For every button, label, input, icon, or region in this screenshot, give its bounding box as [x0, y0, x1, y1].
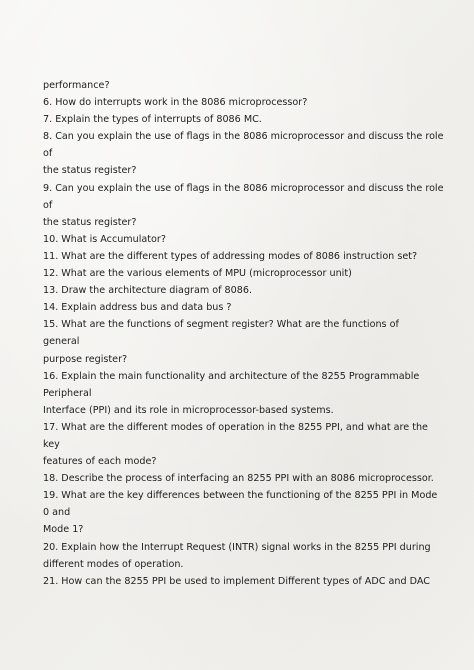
question-9: 9. Can you explain the use of flags in the 8086 microprocessor and discuss the role	[43, 182, 444, 194]
text-line: general	[43, 336, 80, 348]
text-line: purpose register?	[43, 353, 128, 365]
question-12: 12. What are the various elements of MPU (microprocessor unit)	[43, 268, 352, 280]
question-7: 7. Explain the types of interrupts of 8086 MC.	[43, 114, 262, 126]
text-line: the status register?	[43, 216, 137, 228]
question-21: 21. How can the 8255 PPI be used to implement Different types of ADC and DAC	[43, 575, 430, 587]
text-line: features of each mode?	[43, 456, 157, 468]
question-19: 19. What are the key differences between the functioning of the 8255 PPI in Mode	[43, 490, 438, 502]
question-14: 14. Explain address bus and data bus ?	[43, 302, 232, 314]
text-line: different modes of operation.	[43, 558, 184, 570]
question-16: 16. Explain the main functionality and architecture of the 8255 Programmable	[43, 370, 420, 382]
question-13: 13. Draw the architecture diagram of 8086.	[43, 285, 253, 297]
text-line: the status register?	[43, 165, 137, 177]
text-line: of	[43, 199, 53, 211]
text-line: Interface (PPI) and its role in microprocessor-based systems.	[43, 404, 334, 416]
question-20: 20. Explain how the Interrupt Request (INTR) signal works in the 8255 PPI during	[43, 541, 431, 553]
text-line: 0 and	[43, 507, 71, 519]
question-17: 17. What are the different modes of operation in the 8255 PPI, and what are the	[43, 421, 428, 433]
text-line: of	[43, 148, 53, 160]
question-11: 11. What are the different types of addressing modes of 8086 instruction set?	[43, 250, 418, 262]
question-15: 15. What are the functions of segment register? What are the functions of	[43, 319, 399, 331]
question-18: 18. Describe the process of interfacing an 8255 PPI with an 8086 microprocessor.	[43, 473, 434, 485]
text-line: key	[43, 438, 60, 450]
text-line: performance?	[43, 80, 110, 91]
question-8: 8. Can you explain the use of flags in the 8086 microprocessor and discuss the role	[43, 131, 444, 143]
text-line: Peripheral	[43, 387, 92, 399]
question-6: 6. How do interrupts work in the 8086 microprocessor?	[43, 97, 308, 109]
question-10: 10. What is Accumulator?	[43, 233, 166, 245]
text-line: Mode 1?	[43, 524, 84, 536]
question-list	[43, 77, 448, 590]
